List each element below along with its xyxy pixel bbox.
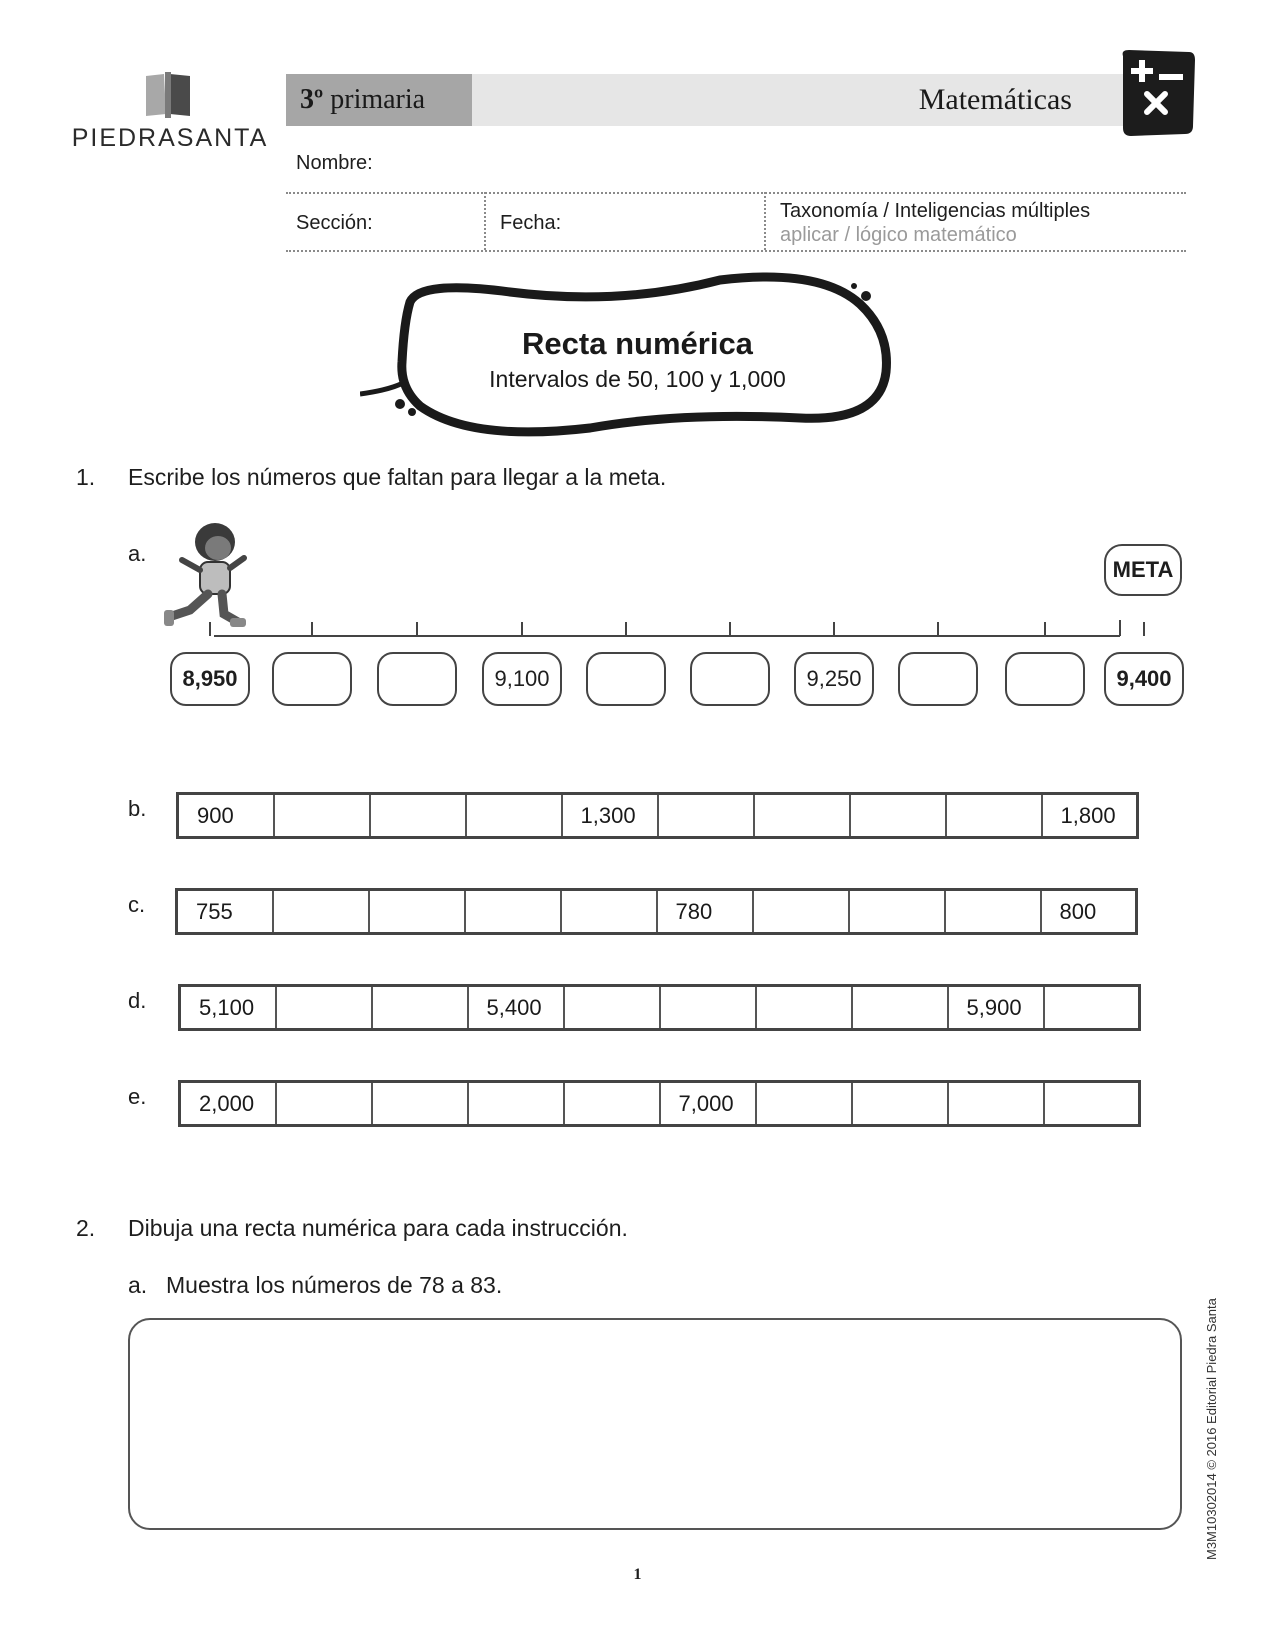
sequence-cell[interactable] xyxy=(372,1082,468,1126)
sequence-cell[interactable] xyxy=(274,794,370,838)
question-instruction: Escribe los números que faltan para llegar a la meta. xyxy=(128,464,667,490)
grade-badge xyxy=(286,74,472,126)
sequence-cell[interactable] xyxy=(370,794,466,838)
sequence-cell[interactable] xyxy=(753,890,849,934)
name-field-label: Nombre: xyxy=(296,152,373,174)
number-line-box[interactable] xyxy=(272,652,352,706)
question-instruction: Dibuja una recta numérica para cada instrucción. xyxy=(128,1215,628,1241)
sequence-cell: 5,100 xyxy=(180,986,276,1030)
grade-number: 3º xyxy=(300,84,324,115)
sequence-table xyxy=(175,888,1138,935)
sequence-cell[interactable] xyxy=(564,1082,660,1126)
sequence-cell[interactable] xyxy=(466,794,562,838)
row-letter: b. xyxy=(128,796,147,821)
number-line-box: 9,400 xyxy=(1104,652,1184,706)
sequence-cell[interactable] xyxy=(468,1082,564,1126)
sequence-cell[interactable] xyxy=(465,890,561,934)
copyright-code: M3M10302014 © 2016 Editorial Piedra Santa xyxy=(1204,1298,1219,1560)
number-line-box: 8,950 xyxy=(170,652,250,706)
sequence-cell[interactable] xyxy=(369,890,465,934)
sequence-cell[interactable] xyxy=(273,890,369,934)
sequence-cell: 900 xyxy=(178,794,274,838)
sequence-cell[interactable] xyxy=(658,794,754,838)
part-instruction: Muestra los números de 78 a 83. xyxy=(166,1272,503,1298)
number-line xyxy=(200,620,1160,640)
sequence-cell[interactable] xyxy=(756,986,852,1030)
section-field-label: Sección: xyxy=(296,212,373,234)
sequence-table xyxy=(176,792,1139,839)
worksheet-subtitle: Intervalos de 50, 100 y 1,000 xyxy=(489,366,786,392)
number-line-box: 9,100 xyxy=(482,652,562,706)
question-number: 2. xyxy=(76,1215,96,1241)
sequence-cell[interactable] xyxy=(849,890,945,934)
sequence-cell: 780 xyxy=(657,890,753,934)
worksheet-title: Recta numérica xyxy=(522,326,753,361)
publisher-logo xyxy=(70,70,270,165)
number-line-box[interactable] xyxy=(586,652,666,706)
sequence-cell: 5,400 xyxy=(468,986,564,1030)
sequence-cell[interactable] xyxy=(852,1082,948,1126)
sequence-cell[interactable] xyxy=(276,1082,372,1126)
sequence-cell: 1,300 xyxy=(562,794,658,838)
table-row xyxy=(178,794,1138,838)
sequence-cell: 755 xyxy=(177,890,273,934)
number-line-box: 9,250 xyxy=(794,652,874,706)
page-number: 1 xyxy=(633,1566,642,1583)
table-row xyxy=(177,890,1137,934)
part-letter: a. xyxy=(128,541,147,566)
sequence-cell[interactable] xyxy=(1044,986,1140,1030)
sequence-cell: 800 xyxy=(1041,890,1137,934)
question-number: 1. xyxy=(76,464,96,490)
sequence-cell[interactable] xyxy=(372,986,468,1030)
row-letter: d. xyxy=(128,988,147,1013)
number-line-box[interactable] xyxy=(377,652,457,706)
sequence-cell[interactable] xyxy=(756,1082,852,1126)
sequence-cell[interactable] xyxy=(561,890,657,934)
sequence-cell[interactable] xyxy=(946,794,1042,838)
part-letter: a. xyxy=(128,1272,148,1298)
sequence-table xyxy=(178,984,1141,1031)
sequence-cell[interactable] xyxy=(564,986,660,1030)
number-line-box[interactable] xyxy=(690,652,770,706)
sequence-cell: 5,900 xyxy=(948,986,1044,1030)
sequence-cell[interactable] xyxy=(945,890,1041,934)
row-letter: c. xyxy=(128,892,146,917)
number-line-box[interactable] xyxy=(898,652,978,706)
book-logo-icon xyxy=(140,70,196,120)
sequence-cell[interactable] xyxy=(276,986,372,1030)
taxonomy-value: aplicar / lógico matemático xyxy=(780,224,1017,246)
sequence-cell[interactable] xyxy=(852,986,948,1030)
sequence-cell[interactable] xyxy=(660,986,756,1030)
field-divider xyxy=(286,192,1186,194)
field-divider xyxy=(764,192,766,250)
sequence-cell[interactable] xyxy=(948,1082,1044,1126)
logo-text: PIEDRASANTA xyxy=(71,124,269,152)
grade-label: primaria xyxy=(330,84,426,115)
math-operators-icon xyxy=(1117,48,1197,138)
sequence-cell[interactable] xyxy=(850,794,946,838)
sequence-cell[interactable] xyxy=(1044,1082,1140,1126)
sequence-cell: 7,000 xyxy=(660,1082,756,1126)
goal-label: META xyxy=(1104,544,1182,596)
drawing-answer-area[interactable] xyxy=(128,1318,1182,1530)
date-field-label: Fecha: xyxy=(500,212,562,234)
field-divider xyxy=(484,192,486,250)
sequence-cell: 1,800 xyxy=(1042,794,1138,838)
subject-title: Matemáticas xyxy=(918,83,1072,116)
table-row xyxy=(180,986,1140,1030)
row-letter: e. xyxy=(128,1084,147,1109)
taxonomy-label: Taxonomía / Inteligencias múltiples xyxy=(780,200,1091,222)
table-row xyxy=(180,1082,1140,1126)
subject-bar xyxy=(472,74,1180,126)
sequence-cell: 2,000 xyxy=(180,1082,276,1126)
field-divider xyxy=(286,250,1186,252)
sequence-table xyxy=(178,1080,1141,1127)
number-line-box[interactable] xyxy=(1005,652,1085,706)
sequence-cell[interactable] xyxy=(754,794,850,838)
